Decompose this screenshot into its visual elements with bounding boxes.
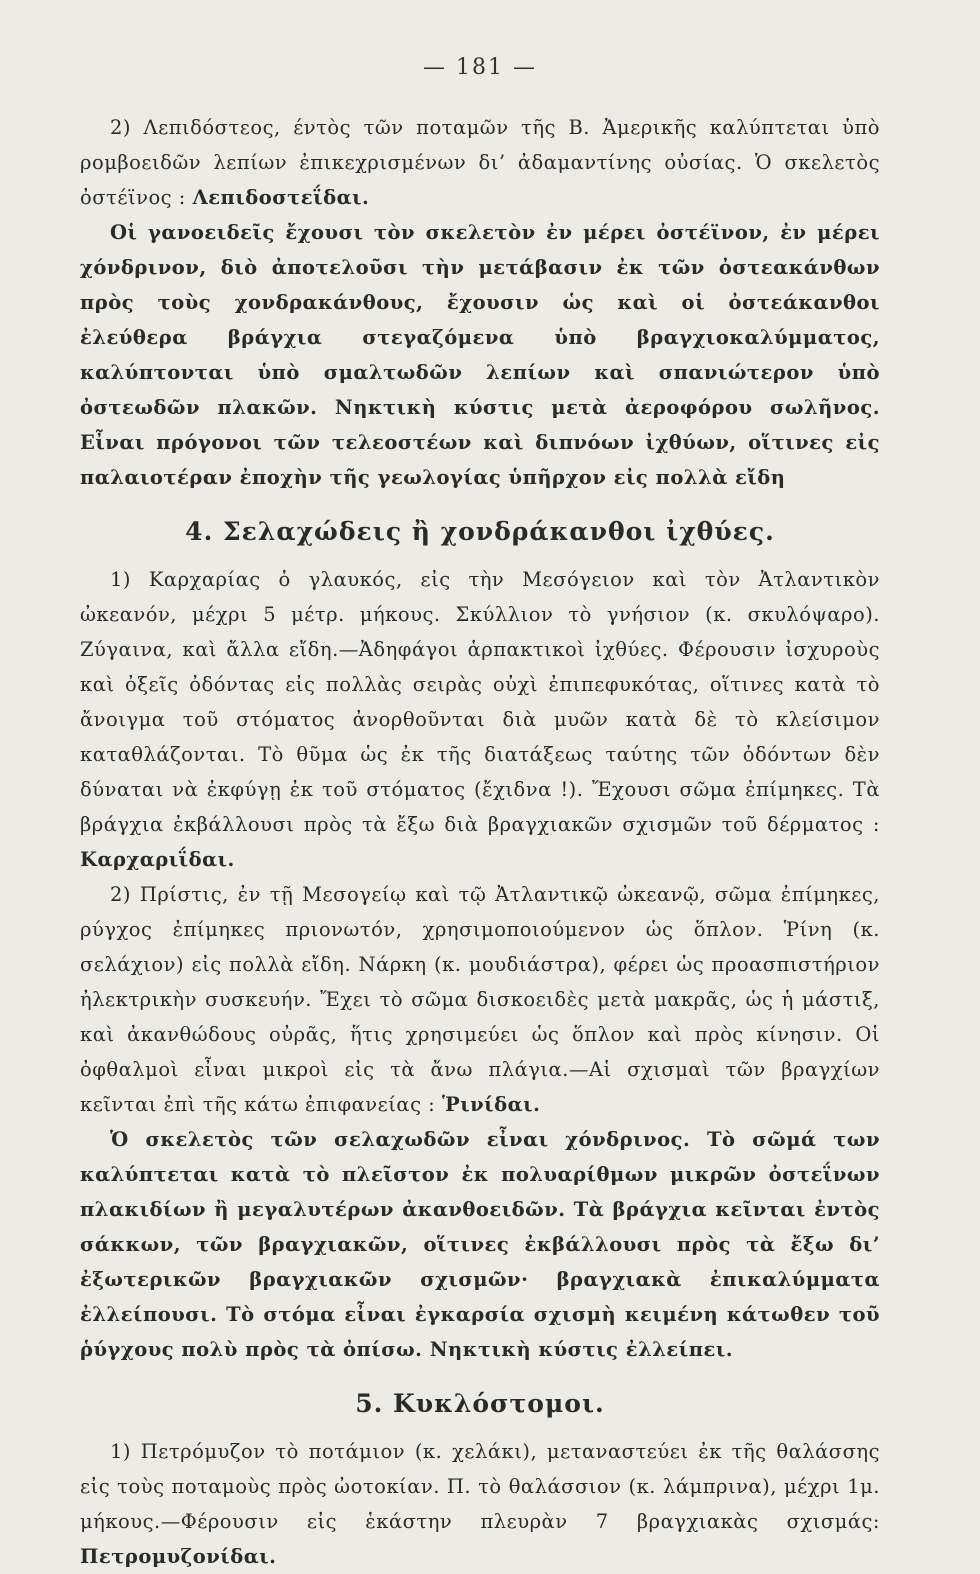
family-name: Ῥινίδαι.: [441, 1093, 541, 1116]
section-heading-selachians: 4. Σελαχώδεις ἢ χονδράκανθοι ἰχθύες.: [185, 517, 775, 546]
paragraph-selachian-summary: Ὁ σκελετὸς τῶν σελαχωδῶν εἶναι χόνδρινος. Τὸ σῶμά των καλύπτεται κατὰ τὸ πλεῖστον ἐκ πολυαρίθμων μικρῶν ὀστεΐνων πλακιδίων ἢ μεγαλυτέρων ἀκανθοειδῶν. Τὰ βράγχια κεῖνται ἐντὸς σάκκων, τῶν βραγχιακῶν, οἵτινες ἐκβάλλουσι πρὸς τὰ ἔξω δι’ ἐξωτερικῶν βραγχιακῶν σχισμῶν· βραγχιακὰ ἐπικαλύμματα ἐλλείπουσι. Τὸ στόμα εἶναι ἐγκαρσία σχισμὴ κειμένη κάτωθεν τοῦ ῥύγχους πολὺ πρὸς τὰ ὀπίσω. Νηκτικὴ κύστις ἐλλείπει.: [80, 1128, 880, 1361]
section-heading-cyclostomes: 5. Κυκλόστομοι.: [355, 1389, 605, 1418]
paragraph-shark: [80, 562, 880, 877]
paragraph-text: 1) Πετρόμυζον τὸ ποτάμιον (κ. χελάκι), μεταναστεύει ἐκ τῆς θαλάσσης εἰς τοὺς ποταμοὺς πρὸς ὠοτοκίαν. Π. τὸ θαλάσσιον (κ. λάμπρινα), μέχρι 1μ. μήκους.—Φέρουσιν εἰς ἑκάστην πλευρὰν 7 βραγχιακὰς σχισμάς:: [80, 1440, 880, 1533]
paragraph-ganoid-summary: Οἱ γανοειδεῖς ἔχουσι τὸν σκελετὸν ἐν μέρει ὀστέϊνον, ἐν μέρει χόνδρινον, διὸ ἀποτελοῦσι τὴν μετάβασιν ἐκ τῶν ὀστεακάνθων πρὸς τοὺς χονδρακάνθους, ἔχουσιν ὡς καὶ οἱ ὀστεάκανθοι ἐλεύθερα βράγχια στεγαζόμενα ὑπὸ βραγχιοκαλύμματος, καλύπτονται ὑπὸ σμαλτωδῶν λεπίων καὶ σπανιώτερον ὑπὸ ὀστεωδῶν πλακῶν. Νηκτικὴ κύστις μετὰ ἀεροφόρου σωλῆνος. Εἶναι πρόγονοι τῶν τελεοστέων καὶ διπνόων ἰχθύων, οἵτινες εἰς παλαιοτέραν ἐποχὴν τῆς γεωλογίας ὑπῆρχον εἰς πολλὰ εἴδη: [80, 221, 880, 489]
paragraph-lamprey: [80, 1434, 880, 1574]
family-name: Πετρομυζονίδαι.: [80, 1545, 277, 1568]
book-page: [80, 55, 880, 1574]
paragraph-lepidosteus: [80, 110, 880, 215]
paragraph-text: 2) Λεπιδόστεος, έντὸς τῶν ποταμῶν τῆς Β. Ἀμερικῆς καλύπτεται ὑπὸ ρομβοειδῶν λεπίων ἐπικεχρισμένων δι’ ἀδαμαντίνης οὐσίας. Ὁ σκελετὸς ὀστέϊνος :: [80, 116, 880, 209]
family-name: Λεπιδοστεΐδαι.: [192, 186, 370, 209]
page-number: — 181 —: [423, 55, 537, 80]
paragraph-text: 2) Πρίστις, ἐν τῇ Μεσογείῳ καὶ τῷ Ἀτλαντικῷ ὠκεανῷ, σῶμα ἐπίμηκες, ρύγχος ἐπίμηκες πριονωτόν, χρησιμοποιούμενον ὡς ὅπλον. Ῥίνη (κ. σελάχιον) εἰς πολλὰ εἴδη. Νάρκη (κ. μουδιάστρα), φέρει ὡς προασπιστήριον ἠλεκτρικὴν συσκευήν. Ἔχει τὸ σῶμα δισκοειδὲς μετὰ μακρᾶς, ὡς ἡ μάστιξ, καὶ ἀκανθώδους οὐρᾶς, ἥτις χρησιμεύει ὡς ὅπλον καὶ πρὸς κίνησιν. Οἱ ὀφθαλμοὶ εἶναι μικροὶ εἰς τὰ ἄνω πλάγια.—Αἱ σχισμαὶ τῶν βραγχίων κεῖνται ἐπὶ τῆς κάτω ἐπιφανείας :: [80, 883, 880, 1116]
family-name: Καρχαριΐδαι.: [80, 848, 235, 871]
paragraph-sawfish: [80, 877, 880, 1122]
paragraph-text: 1) Καρχαρίας ὁ γλαυκός, εἰς τὴν Μεσόγειον καὶ τὸν Ἀτλαντικὸν ὠκεανόν, μέχρι 5 μέτρ. μήκους. Σκύλλιον τὸ γνήσιον (κ. σκυλόψαρο). Ζύγαινα, καὶ ἄλλα εἴδη.—Ἀδηφάγοι ἁρπακτικοὶ ἰχθύες. Φέρουσιν ἰσχυροὺς καὶ ὀξεῖς ὀδόντας εἰς πολλὰς σειρὰς οὐχὶ ἐπιπεφυκότας, οἵτινες κατὰ τὸ ἄνοιγμα τοῦ στόματος ἀνορθοῦνται διὰ μυῶν κατὰ δὲ τὸ κλείσιμον καταθλάζονται. Τὸ θῦμα ὡς ἐκ τῆς διατάξεως ταύτης τῶν ὀδόντων δὲν δύναται νὰ ἐκφύγῃ ἐκ τοῦ στόματος (ἔχιδνα !). Ἔχουσι σῶμα ἐπίμηκες. Τὰ βράγχια ἐκβάλλουσι πρὸς τὰ ἔξω διὰ βραγχιακῶν σχισμῶν τοῦ δέρματος :: [80, 568, 880, 836]
